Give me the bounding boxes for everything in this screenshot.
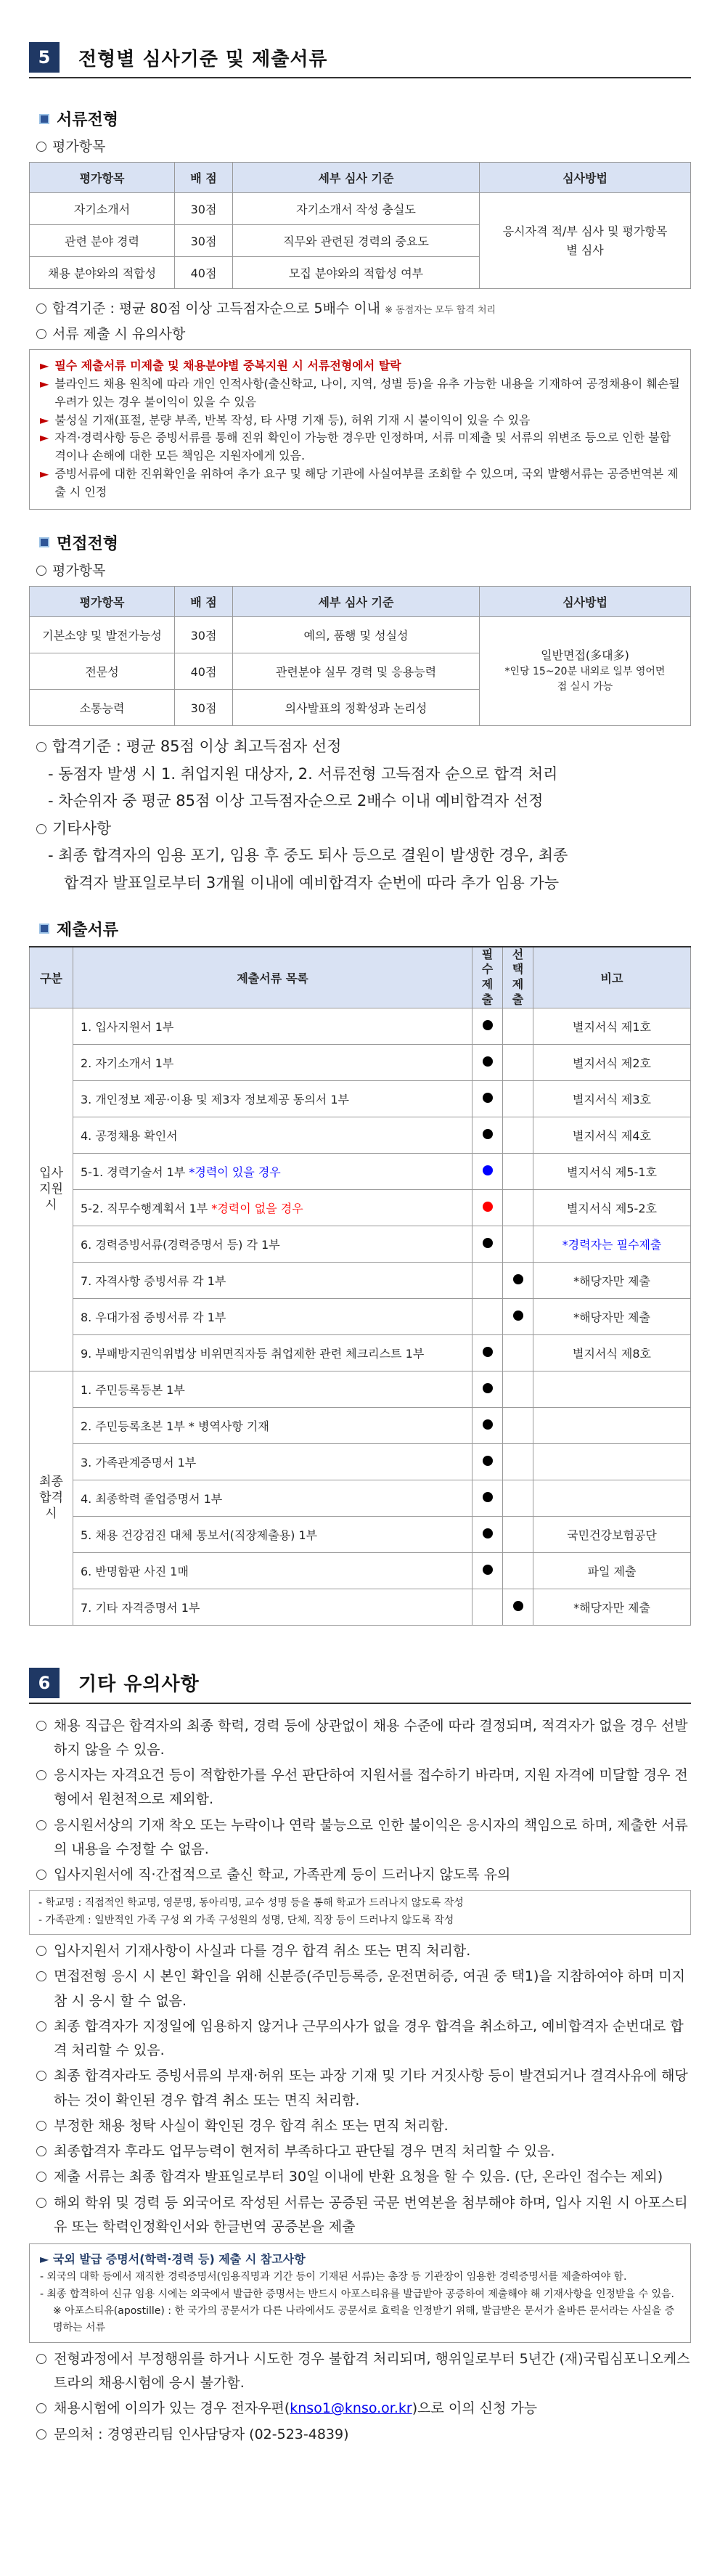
dot-icon	[483, 1456, 493, 1466]
note-cell: 국민건강보험공단	[533, 1516, 691, 1552]
doc-item: 5-2. 직무수행계획서 1부 *경력이 없을 경우	[73, 1189, 472, 1226]
section-number: 5	[29, 42, 60, 73]
note-item: 전형과정에서 부정행위를 하거나 시도한 경우 불합격 처리되며, 행위일로부터 5년간 (재)국립심포니오케스트라의 채용시험에 응시 불가함.	[36, 2347, 691, 2396]
doc-item: 5. 채용 건강검진 대체 통보서(직장제출용) 1부	[73, 1516, 472, 1552]
circle-bullet-icon	[36, 742, 46, 752]
note-cell: *해당자만 제출	[533, 1262, 691, 1298]
table-row	[30, 1262, 691, 1298]
blind-guide-box: - 학교명 : 직접적인 학교명, 영문명, 동아리명, 교수 성명 등을 통해 학교가 드러나지 않도록 작성 - 가족관계 : 일반적인 가족 구성 외 가족 구성원의 성명, 단체, 직장 등이 드러나지 않도록 작성	[29, 1890, 691, 1935]
dot-icon	[483, 1056, 493, 1067]
required-mark	[472, 1189, 503, 1226]
circle-bullet-icon	[36, 824, 46, 834]
table-row	[30, 1226, 691, 1262]
doc-item: 5-1. 경력기술서 1부 *경력이 있을 경우	[73, 1153, 472, 1189]
dot-icon	[483, 1347, 493, 1357]
optional-mark	[503, 1443, 533, 1480]
doc-cautions-box: ► 필수 제출서류 미제출 및 채용분야별 중복지원 시 서류전형에서 탈락 ► 블라인드 채용 원칙에 따라 개인 인적사항(출신학교, 나이, 지역, 성별 등)을 유추 가능한 내용을 기재하여 공정채용이 훼손될 우려가 있는 경우 불이익이 있을 수 있음 ► 불성실 기재(표절, 분량 부족, 반복 작성, 타 사명 기재 등), 허위 기재 시 불이익이 있을 수 있음 ► 자격·경력사항 등은 증빙서류를 통해 진위 확인이 가능한 경우만 인정하며, 서류 미제출 및 서류의 위변조 등으로 인한 불합격이나 손해에 대한 모든 책임은 지원자에게 있음. ► 증빙서류에 대한 진위확인을 위하여 추가 요구 및 해당 기관에 사실여부를 조회할 수 있으며, 국외 발행서류는 공증번역본 제출 시 인정	[29, 349, 691, 509]
required-mark	[472, 1589, 503, 1625]
optional-mark	[503, 1552, 533, 1589]
note-item: 최종합격자 후라도 업무능력이 현저히 부족하다고 판단될 경우 면직 처리할 수 있음.	[36, 2140, 691, 2164]
required-mark	[472, 1153, 503, 1189]
optional-mark	[503, 1298, 533, 1334]
section-5-header	[29, 38, 691, 78]
eval-items-label: 평가항목	[36, 136, 691, 158]
eval-items-label: 평가항목	[36, 560, 691, 582]
section-number: 6	[29, 1668, 60, 1698]
table-row	[30, 1008, 691, 1044]
etc-line-2: 합격자 발표일로부터 3개월 이내에 예비합격자 순번에 따라 추가 임용 가능	[64, 873, 560, 892]
dot-icon	[513, 1274, 523, 1284]
circle-bullet-icon	[36, 566, 46, 576]
doc-item: 6. 경력증빙서류(경력증명서 등) 각 1부	[73, 1226, 472, 1262]
doc-pass-criteria: 합격기준 : 평균 80점 이상 고득점자순으로 5배수 이내 ※ 동점자는 모두 합격 처리	[36, 298, 691, 319]
section-6-header	[29, 1663, 691, 1704]
table-row	[30, 1189, 691, 1226]
note-item: 부정한 채용 청탁 사실이 확인된 경우 합격 취소 또는 면직 처리함.	[36, 2114, 691, 2138]
table-row	[30, 1516, 691, 1552]
optional-mark	[503, 1117, 533, 1153]
optional-mark	[503, 1371, 533, 1407]
circle-bullet-icon	[36, 329, 46, 339]
submission-heading: 제출서류	[39, 918, 691, 940]
optional-mark	[503, 1008, 533, 1044]
tie-rule: - 동점자 발생 시 1. 취업지원 대상자, 2. 서류전형 고득점자 순으로 합격 처리	[48, 765, 558, 783]
submission-table: 구분 제출서류 목록 필수 제출 선택 제출 비고 입사 지원 시 1. 입사지원서 1부 별지서식 제1호 2. 자기소개서 1부 별지서식 제2호 3. 개인정보 제공·이용 및 제3자 정보제공 동의서 1부 별지서식 제3호 4. 공정채용 확인서 별지서식 제4호 5-1. 경력기술서 1부 *경력이 있을 경우 별지서식 제5-1호 5-2. 직무수행계획서 1부 *경력이 없을 경우 별지서식 제5-2호 6. 경력증빙서류(경력증명서 등) 각 1부 *경력자는 필수제출 7. 자격사항 증빙서류 각 1부 *해당자만 제출 8. 우대가점 증빙서류 각 1부 *해당자만 제출 9. 부패방지권익위법상 비위면직자등 취업제한 관련 체크리스트 1부 별지서식 제8호 최종 합격 시 1. 주민등록등본 1부 2. 주민등록초본 1부 * 병역사항 기재 3. 가족관계증명서 1부 4. 최종학력 졸업증명서 1부 5. 채용 건강검진 대체 통보서(직장제출용) 1부 국민건강보험공단 6. 반명함판 사진 1매 파일 제출 7. 기타 자격증명서 1부 *해당자만 제출	[29, 946, 691, 1626]
doc-cautions-label: 서류 제출 시 유의사항	[36, 323, 691, 345]
optional-mark	[503, 1480, 533, 1516]
square-bullet-icon	[39, 537, 49, 547]
note-item: 입사지원서에 직·간접적으로 출신 학교, 가족관계 등이 드러나지 않도록 유의	[36, 1863, 691, 1887]
note-item: 채용시험에 이의가 있는 경우 전자우편(knso1@knso.or.kr)으로 이의 신청 가능	[36, 2397, 691, 2421]
required-mark	[472, 1298, 503, 1334]
dot-icon	[483, 1093, 493, 1103]
required-mark	[472, 1117, 503, 1153]
table-row	[30, 1552, 691, 1589]
section-title: 전형별 심사기준 및 제출서류	[78, 48, 328, 70]
note-item: 응시자는 자격요건 등이 적합한가를 우선 판단하여 지원서를 접수하기 바라며, 지원 자격에 미달할 경우 전형에서 원천적으로 제외함.	[36, 1764, 691, 1812]
dot-icon	[513, 1311, 523, 1321]
optional-mark	[503, 1226, 533, 1262]
group-cell: 입사 지원 시	[30, 1008, 73, 1371]
note-item: 해외 학위 및 경력 등 외국어로 작성된 서류는 공증된 국문 번역본을 첨부해야 하며, 입사 지원 시 아포스티유 또는 학력인정확인서와 한글번역 공증본을 제출	[36, 2191, 691, 2240]
square-bullet-icon	[39, 924, 49, 934]
doc-item: 6. 반명함판 사진 1매	[73, 1552, 472, 1589]
note-item: 문의처 : 경영관리팀 인사담당자 (02-523-4839)	[36, 2423, 691, 2447]
doc-item: 8. 우대가점 증빙서류 각 1부	[73, 1298, 472, 1334]
square-bullet-icon	[39, 114, 49, 124]
group-cell: 최종 합격 시	[30, 1371, 73, 1625]
required-mark	[472, 1407, 503, 1443]
table-row	[30, 1044, 691, 1080]
required-mark	[472, 1480, 503, 1516]
required-mark	[472, 1080, 503, 1117]
doc-item: 4. 공정채용 확인서	[73, 1117, 472, 1153]
interview-pass-criteria: 합격기준 : 평균 85점 이상 최고득점자 선정	[36, 735, 691, 759]
dot-icon	[483, 1165, 493, 1175]
required-mark	[472, 1516, 503, 1552]
note-cell	[533, 1443, 691, 1480]
required-mark	[472, 1226, 503, 1262]
optional-mark	[503, 1589, 533, 1625]
note-cell: 별지서식 제5-1호	[533, 1153, 691, 1189]
note-cell: *해당자만 제출	[533, 1589, 691, 1625]
table-row	[30, 1480, 691, 1516]
note-item: 최종 합격자라도 증빙서류의 부재·허위 또는 과장 기재 및 기타 거짓사항 등이 발견되거나 결격사유에 해당하는 것이 확인된 경우 합격 취소 또는 면직 처리함.	[36, 2064, 691, 2113]
table-row	[30, 1153, 691, 1189]
table-row	[30, 1334, 691, 1371]
note-cell: 별지서식 제8호	[533, 1334, 691, 1371]
doc-item: 2. 주민등록초본 1부 * 병역사항 기재	[73, 1407, 472, 1443]
dot-icon	[483, 1238, 493, 1248]
doc-item: 9. 부패방지권익위법상 비위면직자등 취업제한 관련 체크리스트 1부	[73, 1334, 472, 1371]
doc-eval-table: 평가항목 배 점 세부 심사 기준 심사방법 자기소개서 30점 자기소개서 작성 충실도 응시자격 적/부 심사 및 평가항목별 심사 관련 분야 경력 30점 직무와 관련된 경력의 중요도 채용 분야와의 적합성 40점 모집 분야와의 적합성 여부	[29, 162, 691, 289]
note-cell: 별지서식 제2호	[533, 1044, 691, 1080]
dot-icon	[483, 1492, 493, 1502]
table-row	[30, 1407, 691, 1443]
doc-item: 7. 기타 자격증명서 1부	[73, 1589, 472, 1625]
optional-mark	[503, 1516, 533, 1552]
doc-item: 7. 자격사항 증빙서류 각 1부	[73, 1262, 472, 1298]
circle-bullet-icon	[36, 303, 46, 314]
doc-item: 1. 입사지원서 1부	[73, 1008, 472, 1044]
reserve-rule: - 차순위자 중 평균 85점 이상 고득점자순으로 2배수 이내 예비합격자 선정	[48, 792, 544, 810]
email-link[interactable]: knso1@knso.or.kr	[290, 2400, 412, 2417]
table-row	[30, 1298, 691, 1334]
interview-eval-table: 평가항목 배 점 세부 심사 기준 심사방법 기본소양 및 발전가능성 30점 예의, 품행 및 성실성 일반면접(多대多) *인당 15~20분 내외로 일부 영어면접 실시 가능 전문성 40점 관련분야 실무 경력 및 응용능력 소통능력 30점 의사발표의 정확성과 논리성	[29, 586, 691, 726]
table-row	[30, 1117, 691, 1153]
circle-bullet-icon	[36, 142, 46, 152]
dot-icon	[483, 1419, 493, 1430]
dot-icon	[483, 1202, 493, 1212]
note-item: 면접전형 응시 시 본인 확인을 위해 신분증(주민등록증, 운전면허증, 여권 중 택1)을 지참하여야 하며 미지참 시 응시 할 수 없음.	[36, 1965, 691, 2013]
table-row	[30, 1589, 691, 1625]
section-title: 기타 유의사항	[78, 1674, 200, 1696]
required-mark	[472, 1552, 503, 1589]
dot-icon	[483, 1020, 493, 1030]
doc-item: 4. 최종학력 졸업증명서 1부	[73, 1480, 472, 1516]
note-cell: 별지서식 제3호	[533, 1080, 691, 1117]
doc-item: 2. 자기소개서 1부	[73, 1044, 472, 1080]
dot-icon	[483, 1565, 493, 1575]
note-item: 응시원서상의 기재 착오 또는 누락이나 연락 불능으로 인한 불이익은 응시자의 책임으로 하며, 제출한 서류의 내용을 수정할 수 없음.	[36, 1814, 691, 1862]
doc-item: 3. 가족관계증명서 1부	[73, 1443, 472, 1480]
required-mark	[472, 1262, 503, 1298]
table-row	[30, 1371, 691, 1407]
optional-mark	[503, 1189, 533, 1226]
note-cell: 별지서식 제1호	[533, 1008, 691, 1044]
note-cell	[533, 1371, 691, 1407]
note-item: 제출 서류는 최종 합격자 발표일로부터 30일 이내에 반환 요청을 할 수 있음. (단, 온라인 접수는 제외)	[36, 2165, 691, 2189]
note-cell: 별지서식 제4호	[533, 1117, 691, 1153]
note-item: 입사지원서 기재사항이 사실과 다를 경우 합격 취소 또는 면직 처리함.	[36, 1939, 691, 1963]
dot-icon	[483, 1129, 493, 1139]
foreign-docs-box: ► 국외 발급 증명서(학력·경력 등) 제출 시 참고사항 - 외국의 대학 등에서 재직한 경력증명서(임용직명과 기간 등이 기재된 서류)는 총장 등 기관장이 임용한 경력증명서를 제출하여야 함. - 최종 합격하여 신규 임용 시에는 외국에서 발급한 증명서는 반드시 아포스티유를 발급받아 공증하여 제출해야 해 기재사항을 인정받을 수 있음. ※ 아포스티유(apostille) : 한 국가의 공문서가 다른 나라에서도 공문서로 효력을 인정받기 위해, 발급받은 문서가 올바른 문서라는 사실을 증명하는 서류	[29, 2243, 691, 2343]
etc-line-1: - 최종 합격자의 임용 포기, 임용 후 중도 퇴사 등으로 결원이 발생한 경우, 최종	[48, 847, 568, 865]
optional-mark	[503, 1153, 533, 1189]
required-mark	[472, 1044, 503, 1080]
doc-item: 1. 주민등록등본 1부	[73, 1371, 472, 1407]
optional-mark	[503, 1262, 533, 1298]
note-cell: *해당자만 제출	[533, 1298, 691, 1334]
doc-screening-heading: 서류전형	[39, 107, 691, 130]
optional-mark	[503, 1407, 533, 1443]
note-item: 채용 직급은 합격자의 최종 학력, 경력 등에 상관없이 채용 수준에 따라 결정되며, 적격자가 없을 경우 선발하지 않을 수 있음.	[36, 1714, 691, 1763]
required-mark	[472, 1371, 503, 1407]
optional-mark	[503, 1334, 533, 1371]
table-row	[30, 1443, 691, 1480]
notes-list	[29, 1714, 691, 2447]
interview-heading: 면접전형	[39, 531, 691, 554]
dot-icon	[483, 1528, 493, 1538]
required-mark	[472, 1334, 503, 1371]
dot-icon	[483, 1383, 493, 1393]
etc-label: 기타사항	[36, 817, 691, 841]
page	[0, 38, 720, 2576]
note-cell	[533, 1407, 691, 1443]
optional-mark	[503, 1080, 533, 1117]
note-cell: 별지서식 제5-2호	[533, 1189, 691, 1226]
table-row	[30, 1080, 691, 1117]
note-cell: *경력자는 필수제출	[533, 1226, 691, 1262]
note-cell	[533, 1480, 691, 1516]
doc-item: 3. 개인정보 제공·이용 및 제3자 정보제공 동의서 1부	[73, 1080, 472, 1117]
required-mark	[472, 1008, 503, 1044]
note-cell: 파일 제출	[533, 1552, 691, 1589]
dot-icon	[513, 1601, 523, 1611]
optional-mark	[503, 1044, 533, 1080]
note-item: 최종 합격자가 지정일에 임용하지 않거나 근무의사가 없을 경우 합격을 취소하고, 예비합격자 순번대로 합격 처리할 수 있음.	[36, 2015, 691, 2063]
required-mark	[472, 1443, 503, 1480]
